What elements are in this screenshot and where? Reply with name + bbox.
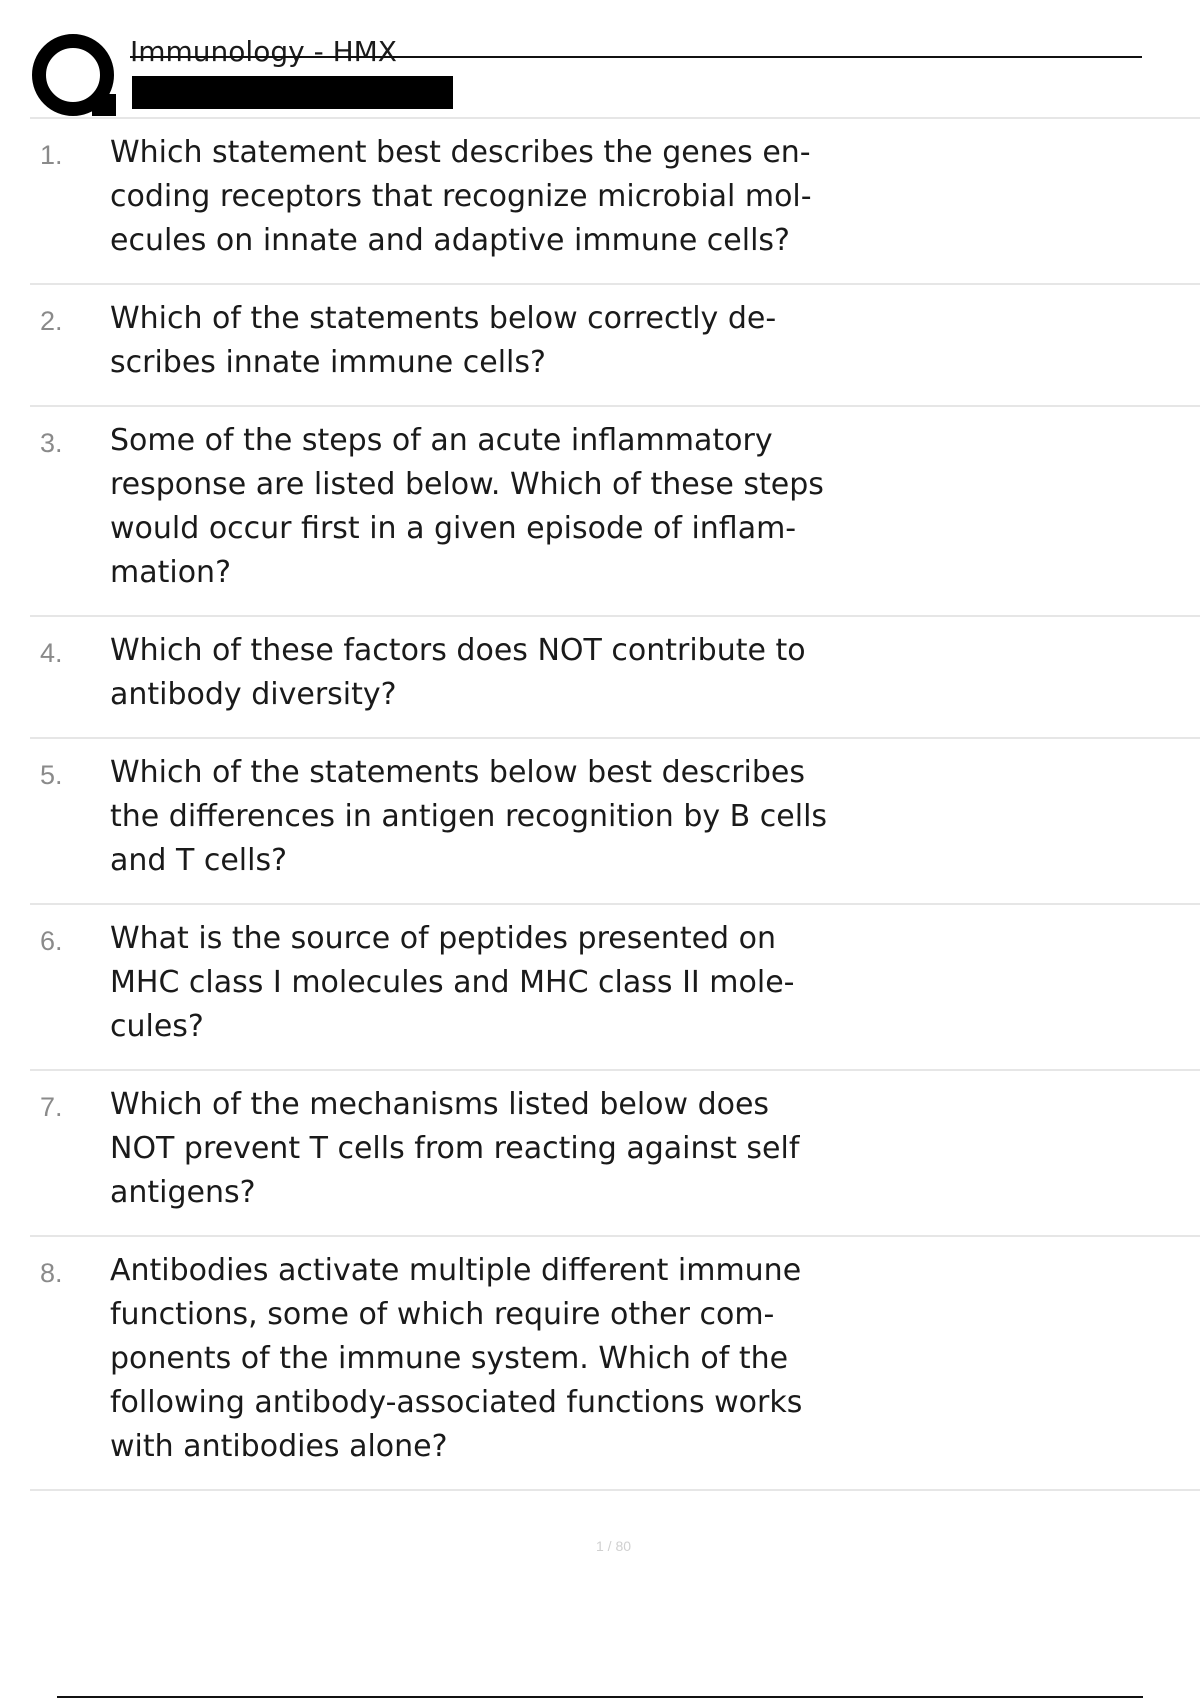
question-number: 7. [40, 1092, 63, 1122]
question-row [30, 407, 1200, 617]
question-row [30, 1237, 1200, 1491]
question-text: Some of the steps of an acute inflammatory response are listed below. Which of these steps would occur first in a given episode of inflam- mation? [110, 423, 824, 590]
page-number: 1 / 80 [596, 1538, 632, 1554]
question-number: 1. [40, 140, 63, 170]
question-text: Which of the statements below best describes the differences in antigen recognition by B cells and T cells? [110, 755, 828, 878]
question-text: Which of the mechanisms listed below does NOT prevent T cells from reacting against self antigens? [110, 1087, 800, 1210]
question-row [30, 905, 1200, 1071]
footer-rule [57, 1696, 1143, 1698]
question-number: 6. [40, 926, 63, 956]
header-rule [130, 56, 1142, 58]
question-text: Which statement best describes the genes en- coding receptors that recognize microbial mol- ecules on innate and adaptive immune cells? [110, 135, 812, 258]
question-number: 2. [40, 306, 63, 336]
question-row [30, 739, 1200, 905]
document-title: Immunology - HMX [130, 35, 397, 68]
q-logo-tail [92, 94, 116, 116]
question-list [30, 119, 1200, 1491]
question-text: Which of these factors does NOT contribute to antibody diversity? [110, 633, 806, 712]
question-number: 5. [40, 760, 63, 790]
question-row [30, 119, 1200, 285]
question-text: Antibodies activate multiple different immune functions, some of which require other com- ponents of the immune system. Which of the following antibody-associated functions works with antibodies alone? [110, 1253, 803, 1464]
redaction-bar [132, 76, 453, 109]
question-number: 3. [40, 428, 63, 458]
question-row [30, 1071, 1200, 1237]
question-text: What is the source of peptides presented on MHC class I molecules and MHC class II mole- cules? [110, 921, 795, 1044]
question-row [30, 285, 1200, 407]
question-row [30, 617, 1200, 739]
question-text: Which of the statements below correctly de- scribes innate immune cells? [110, 301, 777, 380]
document-header [30, 28, 1150, 118]
question-number: 8. [40, 1258, 63, 1288]
question-number: 4. [40, 638, 63, 668]
